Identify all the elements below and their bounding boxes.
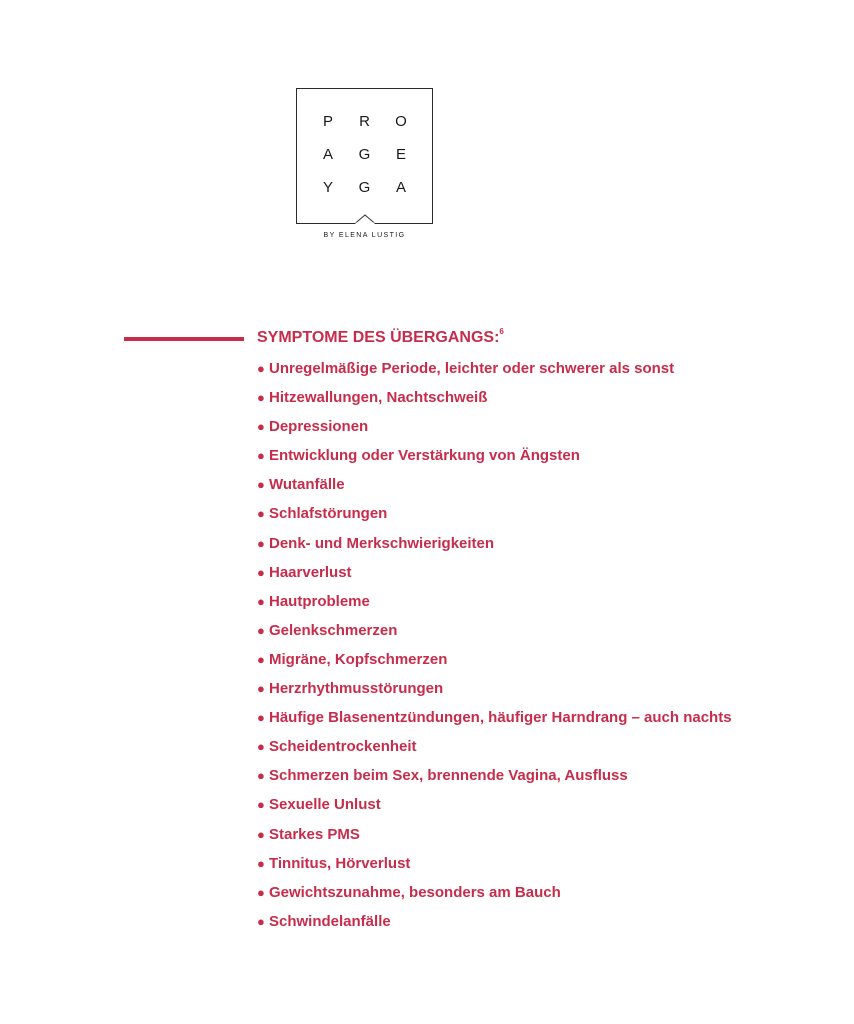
bullet-icon: ●	[257, 797, 265, 813]
list-item-text: Unregelmäßige Periode, leichter oder schwerer als sonst	[269, 360, 675, 377]
bullet-icon: ●	[257, 681, 265, 697]
logo-letter: A	[322, 146, 333, 163]
list-item-text: Gelenkschmerzen	[269, 621, 398, 639]
bullet-icon: ●	[257, 622, 265, 638]
brand-logo	[296, 88, 433, 224]
logo-subtitle: BY ELENA LUSTIG	[323, 232, 406, 239]
list-item-text: Migräne, Kopfschmerzen	[269, 650, 448, 668]
bullet-icon: ●	[257, 826, 265, 842]
list-item-text: Sexuelle Unlust	[269, 796, 381, 814]
logo-letter: O	[395, 113, 407, 130]
section-heading	[257, 329, 504, 347]
logo-notch-icon	[355, 214, 375, 224]
list-item	[257, 883, 732, 912]
list-item	[257, 679, 732, 708]
list-item-text: Schmerzen beim Sex, brennende Vagina, Ausfluss	[269, 767, 628, 785]
logo-row-2	[297, 146, 432, 163]
section-heading-text: SYMPTOME DES ÜBERGANGS:	[257, 329, 500, 346]
list-item	[257, 708, 732, 737]
list-item	[257, 621, 732, 650]
list-item-text: Herzrhythmusstörungen	[269, 680, 444, 698]
list-item-text: Hitzewallungen, Nachtschweiß	[269, 389, 488, 407]
bullet-icon: ●	[257, 710, 265, 726]
list-item	[257, 359, 732, 388]
accent-divider	[124, 337, 244, 341]
list-item	[257, 825, 732, 854]
bullet-icon: ●	[257, 390, 265, 406]
list-item-text: Tinnitus, Hörverlust	[269, 854, 411, 872]
list-item	[257, 475, 732, 504]
list-item	[257, 563, 732, 592]
bullet-icon: ●	[257, 593, 265, 609]
list-item-text: Scheidentrockenheit	[269, 738, 417, 756]
list-item	[257, 534, 732, 563]
list-item	[257, 912, 732, 941]
symptom-list	[257, 359, 732, 941]
bullet-icon: ●	[257, 855, 265, 871]
bullet-icon: ●	[257, 651, 265, 667]
list-item	[257, 650, 732, 679]
list-item	[257, 504, 732, 533]
list-item	[257, 795, 732, 824]
bullet-icon: ●	[257, 477, 265, 493]
list-item	[257, 854, 732, 883]
bullet-icon: ●	[257, 913, 265, 929]
bullet-icon: ●	[257, 739, 265, 755]
list-item	[257, 417, 732, 446]
bullet-icon: ●	[257, 884, 265, 900]
bullet-icon: ●	[257, 419, 265, 435]
bullet-icon: ●	[257, 506, 265, 522]
bullet-icon: ●	[257, 361, 265, 376]
logo-letter: E	[395, 146, 406, 163]
logo-letter: R	[359, 113, 370, 130]
list-item-text: Starkes PMS	[269, 825, 360, 843]
list-item-text: Entwicklung oder Verstärkung von Ängsten	[269, 447, 580, 465]
list-item-text: Schlafstörungen	[269, 505, 388, 523]
logo-letter: G	[358, 146, 371, 163]
list-item-text: Depressionen	[269, 418, 369, 436]
list-item	[257, 446, 732, 475]
list-item-text: Hautprobleme	[269, 592, 370, 610]
logo-row-3	[297, 179, 432, 196]
list-item-text: Häufige Blasenentzündungen, häufiger Harndrang – auch nachts	[269, 709, 732, 727]
bullet-icon: ●	[257, 535, 265, 551]
bullet-icon: ●	[257, 448, 265, 464]
list-item	[257, 737, 732, 766]
list-item-text: Wutanfälle	[269, 476, 345, 494]
list-item-text: Haarverlust	[269, 563, 352, 581]
list-item-text: Gewichtszunahme, besonders am Bauch	[269, 883, 561, 901]
list-item-text: Denk- und Merkschwierigkeiten	[269, 534, 495, 552]
logo-row-1	[297, 113, 432, 130]
list-item	[257, 592, 732, 621]
logo-letter: P	[322, 113, 333, 130]
logo-letter: Y	[322, 179, 333, 196]
bullet-icon: ●	[257, 768, 265, 784]
list-item	[257, 388, 732, 417]
logo-letter: A	[395, 179, 406, 196]
footnote-marker: 6	[499, 327, 504, 336]
bullet-icon: ●	[257, 564, 265, 580]
list-item	[257, 766, 732, 795]
logo-letter: G	[358, 179, 371, 196]
list-item-text: Schwindelanfälle	[269, 912, 391, 930]
